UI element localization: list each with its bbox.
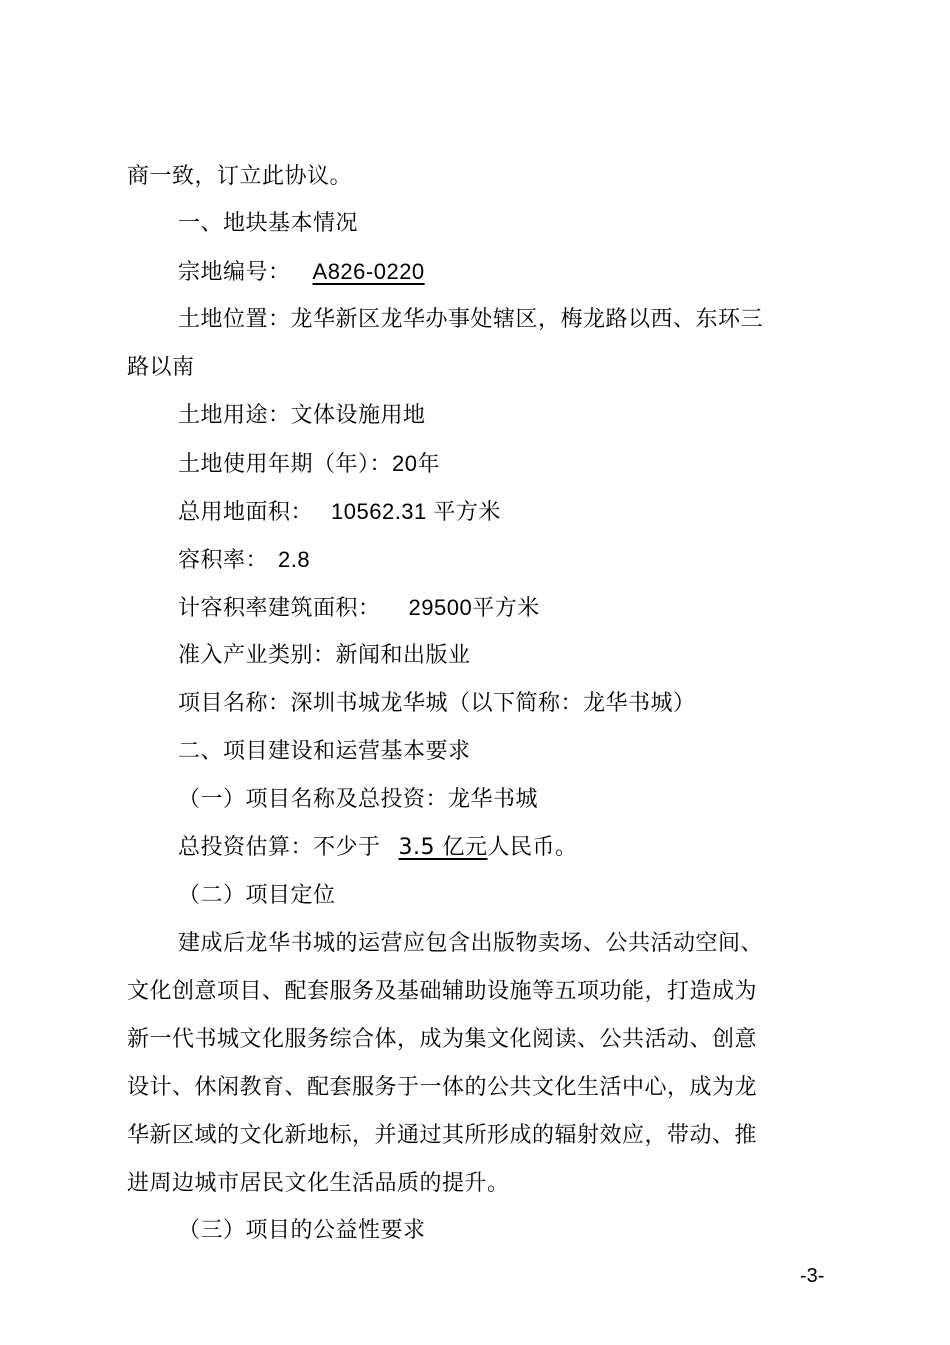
field-land-location xyxy=(178,305,763,335)
paragraph-line xyxy=(127,162,352,192)
land-use-text: 土地用途：文体设施用地 xyxy=(178,403,426,428)
field-label: 总用地面积： xyxy=(178,500,314,525)
subsection-3-title: （三）项目的公益性要求 xyxy=(178,1218,426,1243)
field-label: 宗地编号： xyxy=(178,260,291,285)
positioning-text: 进周边城市居民文化生活品质的提升。 xyxy=(127,1171,510,1196)
field-total-investment xyxy=(178,833,578,863)
field-project-name xyxy=(178,689,696,719)
plot-ratio-value: 2.8 xyxy=(278,547,311,572)
field-land-use xyxy=(178,401,426,431)
field-plot-ratio xyxy=(178,545,310,576)
subsection-1-title: （一）项目名称及总投资：龙华书城 xyxy=(178,787,539,812)
positioning-text: 文化创意项目、配套服务及基础辅助设施等五项功能，打造成为 xyxy=(127,979,758,1004)
field-parcel-number xyxy=(178,257,425,288)
field-total-area xyxy=(178,497,501,528)
project-name-text: 项目名称：深圳书城龙华城（以下简称：龙华书城） xyxy=(178,691,696,716)
land-term-value: 20年 xyxy=(392,451,440,476)
subsection-heading xyxy=(178,1216,426,1246)
paragraph-line xyxy=(127,1121,757,1151)
paragraph-line xyxy=(127,1169,510,1199)
field-land-term xyxy=(178,449,440,480)
page-number: -3- xyxy=(800,1265,825,1287)
field-label: 土地使用年期（年）： xyxy=(178,452,393,477)
subsection-heading xyxy=(178,785,538,815)
paragraph-line xyxy=(178,929,763,959)
paragraph-line xyxy=(127,1025,757,1055)
positioning-text: 华新区域的文化新地标，并通过其所形成的辐射效应，带动、推 xyxy=(127,1123,758,1148)
parcel-number-value: A826-0220 xyxy=(312,259,425,284)
field-label: 容积率： xyxy=(178,548,269,573)
industry-category-text: 准入产业类别：新闻和出版业 xyxy=(178,643,471,668)
paragraph-line xyxy=(127,977,757,1007)
paragraph-line xyxy=(127,353,195,383)
subsection-heading xyxy=(178,881,336,911)
section-heading xyxy=(178,209,358,239)
positioning-text: 设计、休闲教育、配套服务于一体的公共文化生活中心，成为龙 xyxy=(127,1075,758,1100)
field-floor-area xyxy=(178,593,540,624)
section-2-title: 二、项目建设和运营基本要求 xyxy=(178,739,471,764)
subsection-2-title: （二）项目定位 xyxy=(178,883,336,908)
section-heading xyxy=(178,737,471,767)
land-location-text: 土地位置：龙华新区龙华办事处辖区，梅龙路以西、东环三 xyxy=(178,307,764,332)
section-1-title: 一、地块基本情况 xyxy=(178,211,359,236)
field-industry-category xyxy=(178,641,471,671)
positioning-text: 建成后龙华书城的运营应包含出版物卖场、公共活动空间、 xyxy=(178,931,764,956)
floor-area-value: 29500平方米 xyxy=(408,595,540,620)
investment-currency: 人民币。 xyxy=(487,835,578,860)
investment-value: 3.5 亿元 xyxy=(398,835,488,860)
paragraph-line xyxy=(127,1073,757,1103)
positioning-text: 新一代书城文化服务综合体，成为集文化阅读、公共活动、创意 xyxy=(127,1027,758,1052)
field-label: 总投资估算：不少于 xyxy=(178,835,381,860)
agreement-closing-text: 商一致，订立此协议。 xyxy=(127,164,353,189)
total-area-value: 10562.31 平方米 xyxy=(331,499,501,524)
land-location-continued: 路以南 xyxy=(127,355,195,380)
field-label: 计容积率建筑面积： xyxy=(178,596,381,621)
